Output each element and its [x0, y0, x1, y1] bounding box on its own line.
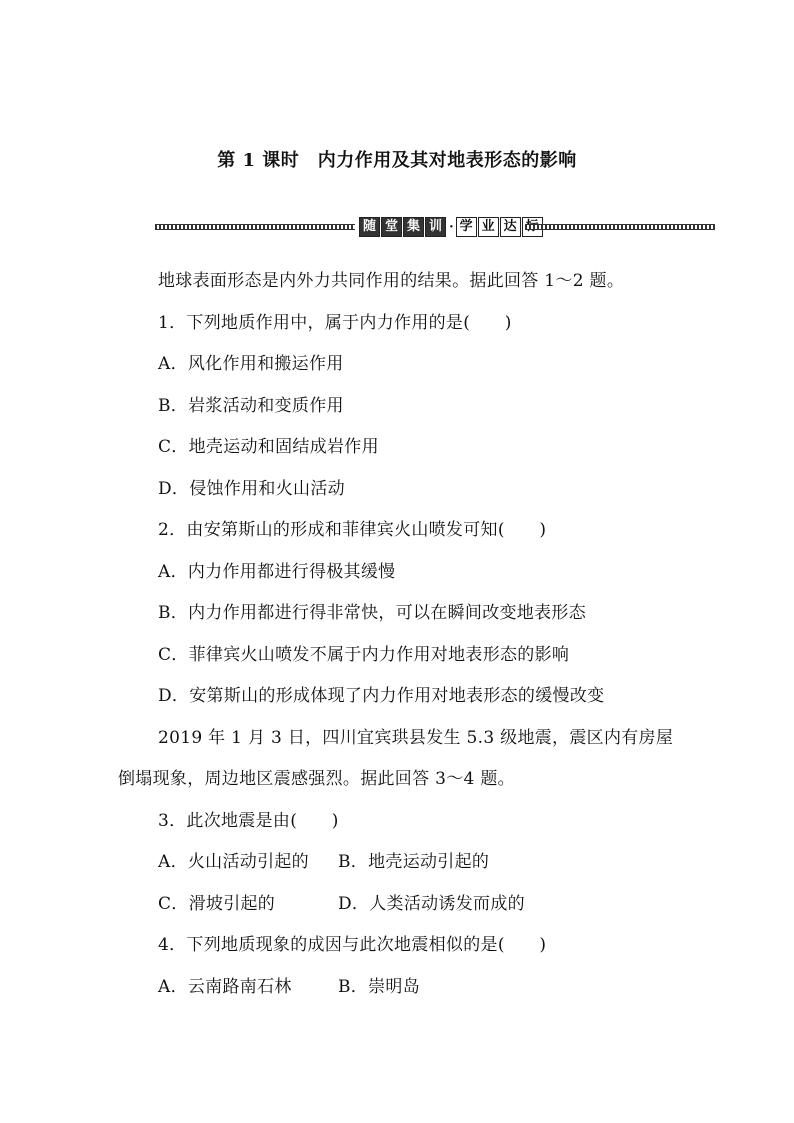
question-2-option-d: D．安第斯山的形成体现了内力作用对地表形态的缓慢改变 — [158, 686, 605, 706]
question-4-option-a: A．云南路南石林 — [158, 977, 292, 997]
intro-text-2-line-2: 倒塌现象，周边地区震感强烈。据此回答 3～4 题。 — [118, 769, 515, 789]
banner-badge — [359, 217, 544, 237]
question-3-option-d: D．人类活动诱发而成的 — [338, 894, 525, 914]
banner-char: 学 — [456, 217, 477, 237]
section-banner — [155, 217, 715, 237]
question-3-option-a: A．火山活动引起的 — [158, 852, 309, 872]
banner-rule-left — [155, 224, 355, 230]
question-2-option-c: C．菲律宾火山喷发不属于内力作用对地表形态的影响 — [158, 645, 570, 665]
banner-char: 堂 — [381, 217, 402, 237]
question-1-option-a: A．风化作用和搬运作用 — [158, 354, 344, 374]
banner-separator: · — [449, 219, 454, 235]
question-1-stem: 1．下列地质作用中，属于内力作用的是( ) — [158, 313, 512, 333]
intro-text-1: 地球表面形态是内外力共同作用的结果。据此回答 1～2 题。 — [158, 271, 625, 291]
question-2-option-a: A．内力作用都进行得极其缓慢 — [158, 562, 396, 582]
banner-char: 训 — [425, 217, 446, 237]
question-3-option-c: C．滑坡引起的 — [158, 894, 276, 914]
banner-char: 随 — [359, 217, 380, 237]
question-3-stem: 3．此次地震是由( ) — [158, 811, 339, 831]
question-4-stem: 4．下列地质现象的成因与此次地震相似的是( ) — [158, 935, 547, 955]
question-4-option-b: B．崇明岛 — [338, 977, 420, 997]
banner-char: 集 — [403, 217, 424, 237]
question-2-stem: 2．由安第斯山的形成和菲律宾火山喷发可知( ) — [158, 520, 547, 540]
question-3-option-b: B．地壳运动引起的 — [338, 852, 490, 872]
intro-text-2-line-1: 2019 年 1 月 3 日，四川宜宾珙县发生 5.3 级地震，震区内有房屋 — [158, 728, 674, 748]
question-1-option-b: B．岩浆活动和变质作用 — [158, 396, 344, 416]
question-3-options-row-2 — [158, 889, 525, 914]
question-3-options-row-1 — [158, 847, 489, 872]
question-1-option-d: D．侵蚀作用和火山活动 — [158, 479, 345, 499]
question-2-option-b: B．内力作用都进行得非常快，可以在瞬间改变地表形态 — [158, 603, 586, 623]
banner-char: 业 — [478, 217, 499, 237]
banner-char: 达 — [500, 217, 521, 237]
page-title: 第 1 课时 内力作用及其对地表形态的影响 — [217, 150, 577, 171]
banner-rule-right — [525, 224, 715, 230]
question-4-options-row-1 — [158, 972, 420, 997]
question-1-option-c: C．地壳运动和固结成岩作用 — [158, 437, 379, 457]
